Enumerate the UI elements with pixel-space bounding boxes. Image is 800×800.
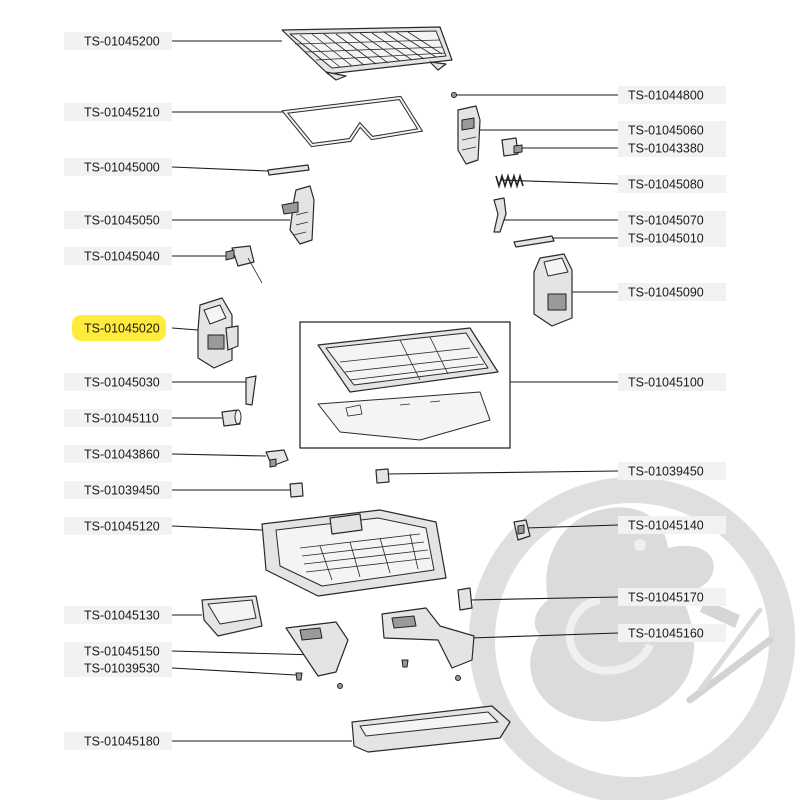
left-label-TS-01045110 [64,409,222,427]
part-code: TS-01045140 [628,518,704,533]
leader-line [386,471,618,474]
left-label-TS-01045040 [64,247,232,265]
leader-line [172,328,198,330]
left-label-TS-01043860 [64,445,266,463]
connector-plug-drawing [226,246,262,283]
part-code: TS-01044800 [628,88,704,103]
left-label-TS-01045030 [64,373,246,391]
grill-plate-drawing [282,27,452,80]
small-block-right-drawing [376,469,389,483]
leader-line [172,167,268,171]
part-code: TS-01045110 [84,411,159,426]
left-label-TS-01045180 [64,732,352,750]
small-switch-drawing [458,588,472,610]
right-label-TS-01045060 [474,121,726,139]
part-code: TS-01045150 [84,644,160,659]
part-code: TS-01045130 [84,608,160,623]
left-label-TS-01039450 [64,481,290,499]
left-label-TS-01045120 [64,517,262,535]
right-label-TS-01045070 [500,211,726,229]
lever-drawing [494,198,506,232]
part-code: TS-01045070 [628,213,704,228]
part-code: TS-01045050 [84,213,160,228]
right-housing-drawing [534,254,572,326]
left-label-TS-01045000 [64,158,268,176]
leader-line [172,651,318,655]
control-board-left-drawing [286,622,348,689]
right-label-TS-01045080 [500,175,726,193]
leader-line [172,454,266,456]
drip-plate-assembly-drawing [300,322,510,448]
right-label-TS-01045090 [572,283,726,301]
part-code: TS-01039450 [84,483,160,498]
right-label-TS-01045100 [510,373,726,391]
part-code: TS-01045120 [84,519,160,534]
part-code: TS-01045170 [628,590,704,605]
part-code: TS-01045060 [628,123,704,138]
heating-element-drawing [285,98,420,145]
left-label-TS-01039530 [64,659,296,677]
spring-drawing [496,176,523,186]
part-code: TS-01039450 [628,464,704,479]
part-code: TS-01043860 [84,447,160,462]
left-label-TS-01045130 [64,606,202,624]
part-code: TS-01045030 [84,375,160,390]
leader-line [172,668,296,675]
part-code: TS-01045040 [84,249,160,264]
left-bracket-drawing [282,186,314,244]
leader-line [172,526,262,530]
part-code: TS-01045080 [628,177,704,192]
thermostat-housing-drawing [198,298,238,368]
control-board-right-drawing [382,608,474,681]
right-label-TS-01045010 [552,229,726,247]
clip-drawing [266,450,288,467]
part-code: TS-01045020 [84,321,160,336]
part-code: TS-01043380 [628,141,704,156]
right-label-TS-01043380 [518,139,726,157]
switch-drawing [502,138,522,156]
tube-drawing [246,376,256,405]
right-bracket-drawing [452,93,481,165]
part-code: TS-01045090 [628,285,704,300]
left-label-TS-01045150 [64,642,318,660]
part-code: TS-01045100 [628,375,704,390]
part-code: TS-01045200 [84,34,160,49]
rod-drawing [268,165,309,175]
left-label-TS-01045050 [64,211,290,229]
small-block-left-drawing [290,483,303,497]
knob-cylinder-drawing [222,410,241,426]
part-code: TS-01039530 [84,661,160,676]
front-panel-drawing [352,706,510,752]
control-box-drawing [202,596,262,636]
part-code: TS-01045180 [84,734,160,749]
part-code: TS-01045000 [84,160,160,175]
right-label-TS-01044800 [456,86,726,104]
part-code: TS-01045210 [84,105,160,120]
part-code: TS-01045160 [628,626,704,641]
rod-right-drawing [514,236,554,247]
part-code: TS-01045010 [628,231,704,246]
left-label-TS-01045210 [64,103,286,121]
left-label-TS-01045200 [64,32,282,50]
left-label-TS-01045020 [72,315,198,341]
right-label-TS-01039450 [386,462,726,480]
base-frame-drawing [262,510,446,596]
